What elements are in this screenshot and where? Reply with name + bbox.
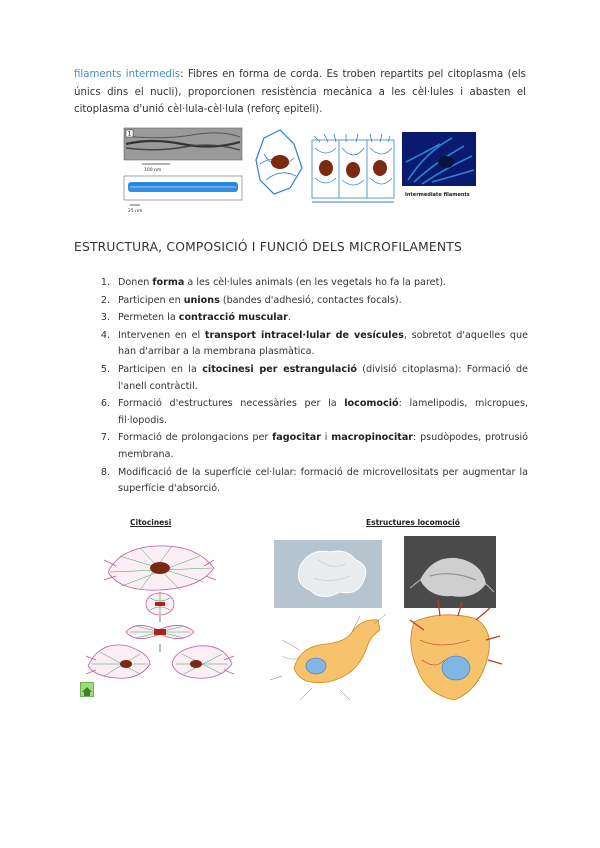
section-heading: ESTRUCTURA, COMPOSICIÓ I FUNCIÓ DELS MICROFILAMENTS bbox=[74, 240, 463, 254]
drawing-locomotion bbox=[410, 600, 502, 700]
drawing-filopodia bbox=[270, 614, 386, 700]
function-number: 6. bbox=[100, 398, 110, 410]
function-item bbox=[88, 293, 528, 310]
function-item bbox=[88, 275, 528, 292]
function-item bbox=[88, 465, 528, 498]
function-text: Donen forma a les cèl·lules animals (en les vegetals ho fa la paret). bbox=[118, 277, 447, 288]
scale-label-2: 25 nm bbox=[128, 209, 143, 214]
fluorescence-image bbox=[402, 132, 476, 198]
functions-list bbox=[88, 275, 528, 499]
function-number: 8. bbox=[100, 466, 110, 478]
term-filaments-intermedis: filaments intermedis bbox=[74, 69, 181, 80]
function-item bbox=[88, 362, 528, 395]
function-text: Modificació de la superfície cel·lular: formació de microvellositats per augmentar la superfície d'absorció. bbox=[118, 466, 528, 495]
scale-label-1: 100 nm bbox=[144, 168, 162, 173]
function-text: Participen en unions (bandes d'adhesió, contactes focals). bbox=[118, 294, 402, 306]
intermediate-filaments-illustrations bbox=[122, 124, 484, 216]
epithelium-drawing bbox=[312, 134, 394, 202]
function-number: 7. bbox=[100, 432, 110, 444]
caption-citocinesi: Citocinesi bbox=[130, 518, 172, 527]
citokinesis-diagram bbox=[86, 546, 234, 678]
caption-locomocio: Estructures locomoció bbox=[366, 518, 460, 527]
intro-text: : Fibres en forma de corda. Es troben repartits pel citoplasma (els únics dins el nucli), proporcionen resistència mecànica a les cèl·lules i abasten el citoplasma d'unió cèl·lula-cèl·lula (reforç epiteli). bbox=[74, 69, 526, 115]
cell-drawing bbox=[256, 130, 302, 194]
em-micrograph bbox=[124, 128, 242, 214]
function-text: Intervenen en el transport intracel·lular de vesícules, sobretot d'aquelles que han d'arribar a la membrana plasmàtica. bbox=[118, 329, 528, 358]
function-number: 4. bbox=[100, 329, 110, 341]
intro-paragraph bbox=[74, 66, 526, 119]
function-text: Formació de prolongacions per fagocitar i macropinocitar: psudòpodes, protrusió membrana. bbox=[118, 432, 528, 460]
photo-amoeboid-cell bbox=[274, 540, 382, 608]
home-glyph-icon bbox=[81, 685, 93, 698]
function-number: 1. bbox=[100, 277, 110, 288]
function-item bbox=[88, 328, 528, 361]
function-item bbox=[88, 430, 528, 463]
function-item bbox=[88, 310, 528, 327]
photo-sem-cell bbox=[404, 536, 496, 608]
function-number: 5. bbox=[100, 363, 110, 375]
function-text: Participen en la citocinesi per estrangulació (divisió citoplasma): Formació de l'anell contràctil. bbox=[118, 363, 528, 392]
panel-number: 1 bbox=[127, 130, 132, 138]
fluoro-label: Intermediate filaments bbox=[405, 192, 470, 198]
intermediate-filaments-figure bbox=[122, 124, 484, 214]
function-text: Formació d'estructures necessàries per la locomoció: lamelipodis, micropues, fil·lopodis. bbox=[118, 398, 528, 426]
home-icon[interactable] bbox=[80, 682, 94, 697]
function-number: 2. bbox=[100, 294, 110, 306]
function-text: Permeten la contracció muscular. bbox=[118, 312, 291, 324]
function-number: 3. bbox=[100, 312, 110, 324]
function-item bbox=[88, 396, 528, 429]
